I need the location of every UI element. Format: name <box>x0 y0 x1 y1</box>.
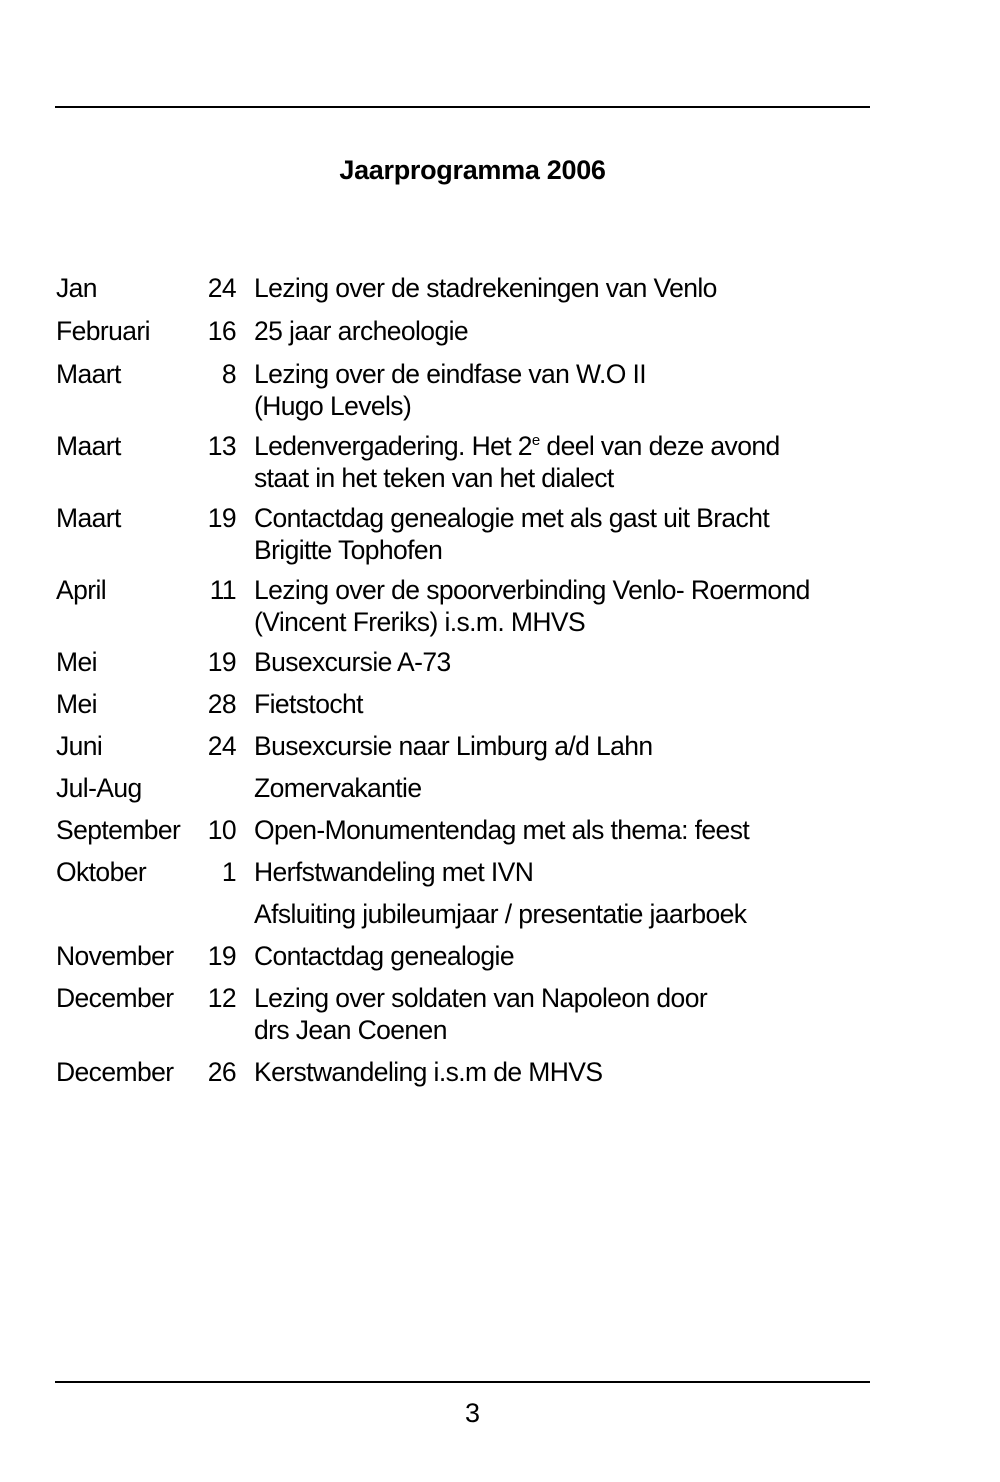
schedule-description <box>236 1056 956 1088</box>
schedule-description <box>236 358 956 422</box>
schedule-description-line: Contactdag genealogie <box>254 941 514 971</box>
schedule-description <box>236 574 956 638</box>
schedule-description <box>236 502 956 566</box>
schedule-month: November <box>56 941 174 971</box>
schedule-description <box>236 646 956 678</box>
schedule-month: April <box>56 575 107 605</box>
schedule-description-line: Ledenvergadering. Het 2e deel van deze avond <box>254 431 780 461</box>
schedule-row <box>56 1056 956 1088</box>
schedule-day: 26 <box>207 1057 236 1087</box>
schedule-row <box>56 272 956 304</box>
schedule-month: Mei <box>56 689 97 719</box>
schedule-description <box>236 982 956 1046</box>
schedule-month: Juni <box>56 731 103 761</box>
schedule-month: Mei <box>56 647 97 677</box>
schedule-description-line: (Vincent Freriks) i.s.m. MHVS <box>254 607 586 637</box>
schedule-description-line: Lezing over de stadrekeningen van Venlo <box>254 273 717 303</box>
schedule-month: December <box>56 983 174 1013</box>
schedule-description <box>236 730 956 762</box>
schedule-description <box>236 315 956 347</box>
schedule-description-line: Lezing over de eindfase van W.O II <box>254 359 647 389</box>
schedule-month: Jul-Aug <box>56 773 142 803</box>
schedule-month: Februari <box>56 316 150 346</box>
schedule-row <box>56 982 956 1046</box>
schedule-description-line: drs Jean Coenen <box>254 1015 447 1045</box>
schedule-month: December <box>56 1057 174 1087</box>
schedule-day: 11 <box>209 575 236 605</box>
schedule-row <box>56 358 956 422</box>
schedule-day: 16 <box>207 316 236 346</box>
page-title: Jaarprogramma 2006 <box>339 155 606 185</box>
schedule-month: September <box>56 815 181 845</box>
schedule-row <box>56 814 956 846</box>
schedule-row <box>56 730 956 762</box>
schedule-description-line: Busexcursie A-73 <box>254 647 451 677</box>
schedule-description <box>236 272 956 304</box>
schedule-description <box>236 814 956 846</box>
schedule-day: 19 <box>207 941 236 971</box>
schedule-description-line: 25 jaar archeologie <box>254 316 469 346</box>
schedule-month: Maart <box>56 359 121 389</box>
schedule-row <box>56 940 956 972</box>
schedule-row <box>56 772 956 804</box>
page-number: 3 <box>464 1398 481 1428</box>
schedule-day: 19 <box>207 503 236 533</box>
schedule-description <box>236 772 956 804</box>
schedule-day: 12 <box>207 983 236 1013</box>
schedule-description-line: Kerstwandeling i.s.m de MHVS <box>254 1057 603 1087</box>
schedule-day: 24 <box>207 273 236 303</box>
top-rule <box>55 106 870 108</box>
schedule-month: Maart <box>56 503 121 533</box>
bottom-rule <box>55 1381 870 1383</box>
schedule-description-line: (Hugo Levels) <box>254 391 412 421</box>
schedule-row <box>56 315 956 347</box>
schedule-description <box>236 856 956 888</box>
schedule-day: 8 <box>221 359 236 389</box>
schedule-day: 10 <box>207 815 236 845</box>
schedule-list <box>56 262 956 1088</box>
schedule-description <box>236 688 956 720</box>
schedule-row <box>56 574 956 638</box>
schedule-description <box>236 430 956 494</box>
schedule-day: 24 <box>207 731 236 761</box>
schedule-description-line: Zomervakantie <box>254 773 422 803</box>
schedule-description <box>236 898 956 930</box>
schedule-description-line: Lezing over soldaten van Napoleon door <box>254 983 708 1013</box>
schedule-row <box>56 898 956 930</box>
schedule-description-line: Contactdag genealogie met als gast uit Bracht <box>254 503 770 533</box>
schedule-description-line: Busexcursie naar Limburg a/d Lahn <box>254 731 653 761</box>
schedule-day: 28 <box>207 689 236 719</box>
schedule-day: 1 <box>221 857 236 887</box>
schedule-month: Jan <box>56 273 97 303</box>
schedule-month: Oktober <box>56 857 147 887</box>
schedule-month: Maart <box>56 431 121 461</box>
schedule-description-line: staat in het teken van het dialect <box>254 463 614 493</box>
schedule-description-line: Open-Monumentendag met als thema: feest <box>254 815 750 845</box>
schedule-day: 13 <box>207 431 236 461</box>
schedule-row <box>56 688 956 720</box>
schedule-description-line: Brigitte Tophofen <box>254 535 443 565</box>
schedule-row <box>56 430 956 494</box>
schedule-row <box>56 646 956 678</box>
schedule-description-line: Herfstwandeling met IVN <box>254 857 534 887</box>
schedule-description <box>236 940 956 972</box>
schedule-row <box>56 502 956 566</box>
schedule-day: 19 <box>207 647 236 677</box>
schedule-row <box>56 856 956 888</box>
schedule-description-line: Fietstocht <box>254 689 363 719</box>
schedule-description-line: Afsluiting jubileumjaar / presentatie jaarboek <box>254 899 747 929</box>
schedule-description-line: Lezing over de spoorverbinding Venlo- Roermond <box>254 575 810 605</box>
